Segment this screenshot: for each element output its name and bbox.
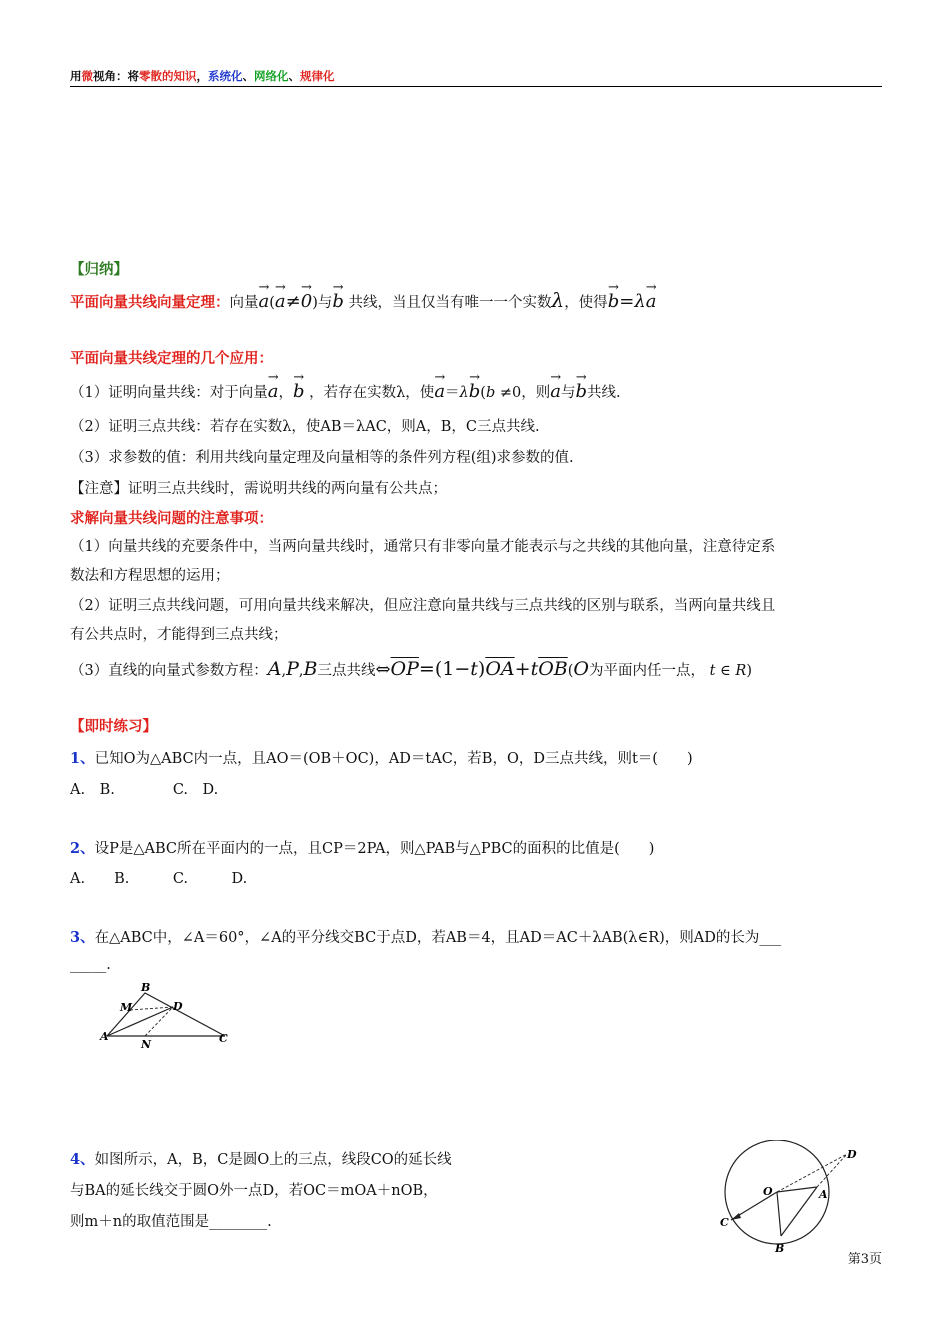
c3-text-a: （3）直线的向量式参数方程： [70,663,268,679]
vector-a: → a [646,291,657,312]
question-text: 设P是△ABC所在平面内的一点，且CP＝2PA，则△PAB与△PBC的面积的比值是( ) [94,841,655,857]
header-part: 零散的知识 [139,69,197,83]
app1-text-e: 共线. [587,385,621,401]
label-m: M [120,1001,133,1014]
caution-1-line-1: （1）向量共线的充要条件中，当两向量共线时，通常只有非零向量才能表示与之共线的其他向量，注意待定系 [70,539,776,555]
vector-a: → a [550,381,561,402]
c3-text-d: t ∈ R [709,663,747,679]
header-part: 微 [81,69,93,83]
vector-a: → a [434,381,445,402]
c3-text-b: 三点共线 [317,663,376,679]
segment-ab [781,1187,817,1236]
label-d: D [173,1000,183,1013]
application-2: （2）证明三点共线：若存在实数λ，使AB＝λAC，则A，B，C三点共线. [70,419,540,435]
vector-a: → a [275,291,286,312]
header-part: 系统化 [208,69,243,83]
header-part: 、 [288,69,300,83]
vector-a: → a [259,291,270,312]
segment-od [777,1154,847,1192]
question-3-blank: _____. [70,957,111,973]
practice-title: 【即时练习】 [70,719,157,735]
question-4-line-2: 与BA的延长线交于圆O外一点D，若OC＝mOA＋nOB， [70,1183,438,1199]
header-rule [70,86,882,87]
app1-text-d: 与 [560,385,576,401]
question-text: 在△ABC中，∠A＝60°，∠A的平分线交BC于点D，若AB＝4，且AD＝AC＋λAB(λ∈R)，则AD的长为___ [94,930,782,946]
label-c: C [219,1032,228,1045]
label-c: C [720,1216,729,1229]
application-1: （1）证明向量共线：对于向量→ a，→ b ，若存在实数λ，使→ a＝λ→ b(b ≠0，则→ a与→ b共线. [70,381,621,402]
vector-a: → a [268,381,279,402]
header-part: 、 [242,69,254,83]
caution-2-line-1: （2）证明三点共线问题，可用向量共线来解决，但应注意向量共线与三点共线的区别与联系，当两向量共线且 [70,598,776,614]
label-a: A [819,1188,828,1201]
page-header [70,68,335,84]
vector-ob: $\overline{OB}$ [538,658,568,680]
app1-text-b: ，若存在实数λ，使 [309,385,435,401]
segment-oa [777,1187,817,1192]
label-d: D [847,1148,857,1161]
theorem-text-a: 向量 [229,295,259,311]
theorem-text-c: ，使得 [564,295,608,311]
question-3 [70,926,781,947]
header-part: 视角：将 [93,69,139,83]
segment-nd [145,1007,173,1036]
label-b: B [141,981,151,994]
theorem-label: 平面向量共线向量定理： [70,295,230,311]
page-number: 第3页 [847,1252,882,1267]
vector-b: → b [608,291,620,312]
app1-text-a: （1）证明向量共线：对于向量 [70,385,268,401]
vector-b: → b [293,381,305,402]
question-2-options: A. B. C. D. [70,871,248,887]
header-part: 规律化 [300,69,335,83]
vector-zero: → 0 [301,291,312,312]
vector-b: → b [469,381,481,402]
summary-title: 【归纳】 [70,262,128,278]
app1-text-c: ，则 [521,385,551,401]
segment-ad [817,1154,847,1187]
question-1 [70,747,693,768]
caution-3: （3）直线的向量式参数方程：A,P,B三点共线$\Leftrightarrow\overline{OP}=(1-t)\overline{OA}+t\overline{OB}(O$为平面内任一点， t ∈ R) [70,658,752,680]
theorem-text-b: 共线，当且仅当有唯一一个实数 [348,295,552,311]
arrow-oc [731,1213,741,1220]
question-number: 1、 [70,750,95,767]
question-1-options: A. B. C. D. [70,782,219,798]
label-n: N [141,1038,152,1050]
question-number: 4、 [70,1151,95,1168]
header-part: 用 [70,69,82,83]
triangle-figure [95,980,245,1050]
label-b: B [775,1242,785,1255]
vector-op: $\overline{OP}$ [390,658,419,680]
applications-title: 平面向量共线定理的几个应用： [70,351,273,367]
question-4-line-3: 则m＋n的取值范围是________. [70,1214,272,1230]
note: 【注意】证明三点共线时，需说明共线的两向量有公共点； [70,481,447,497]
application-3: （3）求参数的值：利用共线向量定理及向量相等的条件列方程(组)求参数的值. [70,450,574,466]
c3-text-c: 为平面内任一点， [589,663,705,679]
header-part: ， [196,69,208,83]
question-2 [70,837,654,858]
circle-figure [715,1140,865,1258]
question-text: 已知O为△ABC内一点，且AO＝(OB＋OC)，AD＝tAC，若B，O，D三点共线，则t＝( ) [94,751,693,767]
question-text: 如图所示，A，B，C是圆O上的三点，线段CO的延长线 [94,1152,452,1168]
caution-2-line-2: 有公共点时，才能得到三点共线； [70,627,288,643]
question-4 [70,1148,452,1169]
segment-ad [107,1007,173,1036]
vector-b: → b [575,381,587,402]
header-part: 网络化 [254,69,289,83]
question-number: 3、 [70,929,95,946]
cautions-title: 求解向量共线问题的注意事项： [70,511,273,527]
label-a: A [100,1030,109,1043]
label-o: O [763,1185,773,1198]
question-number: 2、 [70,840,95,857]
caution-1-line-2: 数法和方程思想的运用； [70,568,230,584]
theorem-line: 平面向量共线向量定理：向量→ a(→ a≠→ 0)与→ b 共线，当且仅当有唯一一个实数λ，使得→ b=λ→ a [70,288,656,312]
vector-b: → b [332,291,344,312]
segment-ob [777,1192,781,1236]
vector-oa: $\overline{OA}$ [485,658,515,680]
